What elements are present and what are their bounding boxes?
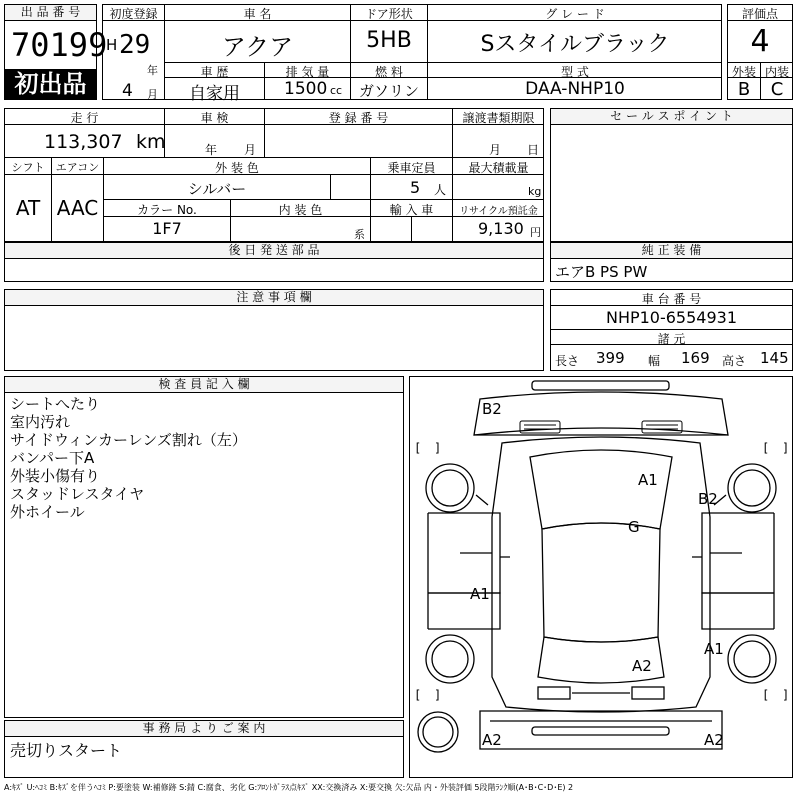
history-label: 車 歴 — [200, 65, 229, 79]
inspector-note: 室内汚れ — [10, 413, 71, 431]
capacity-label: 乗車定員 — [387, 161, 436, 175]
inspector-note: 外装小傷有り — [10, 467, 101, 485]
transfer-label: 譲渡書類期限 — [462, 111, 535, 125]
interior-value: C — [770, 79, 784, 100]
damage-mark: A1 — [470, 585, 490, 603]
svg-text:[: [ — [762, 441, 770, 455]
chassis-label: 車 台 番 号 — [641, 292, 702, 306]
int-color-unit: 系 — [354, 228, 365, 241]
fuel-value: ガソリン — [358, 82, 419, 100]
int-color-label: 内 装 色 — [278, 203, 323, 217]
max-load-label: 最大積載量 — [468, 161, 529, 175]
inspector-note: サイドウィンカーレンズ割れ（左） — [10, 431, 247, 449]
damage-mark: A1 — [638, 471, 658, 489]
svg-text:[: [ — [414, 688, 422, 702]
displacement-unit: cc — [330, 84, 343, 97]
damage-mark: A1 — [704, 640, 724, 658]
lot-number-box — [4, 4, 108, 100]
chassis-value: NHP10-6554931 — [605, 308, 738, 327]
width-label: 幅 — [648, 354, 661, 368]
transfer-month-unit: 月 — [489, 143, 502, 157]
interior-label: 内装 — [764, 65, 789, 79]
inspection-year-unit: 年 — [205, 143, 218, 157]
mileage-value: 113,307 — [44, 131, 123, 153]
svg-text:]: ] — [434, 441, 442, 455]
inspection-month-unit: 月 — [244, 143, 257, 157]
grade-value: Sスタイルブラック — [480, 32, 670, 57]
mileage-unit: km — [136, 131, 166, 153]
exterior-label: 外装 — [731, 65, 756, 79]
first-listing-badge: 初出品 — [5, 69, 96, 99]
shift-value: AT — [15, 196, 41, 220]
inspector-note: 外ホイール — [10, 503, 85, 521]
month-value: 4 — [122, 81, 133, 101]
inspector-notes — [10, 395, 247, 521]
damage-mark: B2 — [698, 490, 718, 508]
ext-color-value: シルバー — [187, 180, 247, 198]
later-parts-box — [4, 242, 544, 282]
office-box — [4, 720, 404, 778]
caution-label: 注 意 事 項 欄 — [5, 290, 543, 306]
inspector-note: スタッドレスタイヤ — [10, 485, 145, 503]
width-value: 169 — [681, 349, 710, 367]
shift-label: シフト — [11, 161, 45, 174]
door-value: 5HB — [366, 28, 412, 53]
recycle-value: 9,130 — [478, 219, 524, 238]
history-value: 自家用 — [189, 84, 240, 104]
model-value: DAA-NHP10 — [525, 79, 625, 99]
height-label: 高さ — [722, 354, 747, 368]
color-no-value: 1F7 — [152, 219, 182, 238]
inspector-label: 検 査 員 記 入 欄 — [5, 377, 403, 393]
svg-text:]: ] — [434, 688, 442, 702]
month-unit: 月 — [147, 88, 158, 101]
damage-mark: A2 — [632, 657, 652, 675]
year-value: 29 — [119, 30, 151, 60]
caution-box — [4, 289, 544, 371]
exterior-value: B — [737, 79, 751, 100]
damage-mark: G — [628, 518, 640, 536]
import-label: 輸 入 車 — [389, 203, 434, 217]
score-label: 評価点 — [741, 7, 778, 21]
car-name: アクア — [221, 33, 294, 61]
recycle-label: リサイクル預託金 — [459, 206, 538, 217]
capacity-unit: 人 — [434, 183, 447, 197]
equipment-label: 純 正 装 備 — [551, 243, 792, 259]
office-label: 事 務 局 よ り ご 案 内 — [5, 721, 403, 737]
lot-number: 70199 — [11, 26, 108, 64]
equipment-value: エアB PS PW — [555, 263, 648, 281]
transfer-day-unit: 日 — [527, 143, 540, 157]
grade-label: グ レ ー ド — [545, 7, 605, 21]
model-label: 型 式 — [561, 65, 589, 79]
capacity-value: 5 — [410, 178, 421, 197]
sales-points-label: セ ー ル ス ポ イ ン ト — [551, 109, 792, 125]
inspector-box — [4, 376, 404, 718]
damage-mark: A2 — [482, 731, 502, 749]
damage-mark: A2 — [704, 731, 724, 749]
office-message: 売切りスタート — [10, 741, 123, 760]
svg-text:]: ] — [782, 688, 790, 702]
aircon-value: AAC — [56, 196, 99, 220]
displacement-value: 1500 — [284, 79, 328, 99]
legend-text: A:ｷｽﾞ U:ﾍｺﾐ B:ｷｽﾞを伴うﾍｺﾐ P:要塗装 W:補修跡 S:錆 C:腐食、劣化 G:ﾌﾛﾝﾄｶﾞﾗｽ点ｷｽﾞ XX:交換済み X:要交換 欠:欠品 内・外装評価 5段階ﾗﾝｸ順(A･B･C･D･E) 2 — [4, 783, 574, 792]
equipment-box — [550, 242, 793, 282]
inspection-label: 車 検 — [200, 111, 229, 125]
aircon-label: エアコン — [55, 161, 100, 174]
max-load-unit: kg — [528, 185, 542, 198]
length-label: 長さ — [555, 354, 580, 368]
score-value: 4 — [750, 24, 770, 59]
inspector-note: シートへたり — [10, 395, 101, 413]
svg-text:[: [ — [414, 441, 422, 455]
height-value: 145 — [760, 349, 789, 367]
displacement-label: 排 気 量 — [285, 65, 330, 79]
spec-label: 諸 元 — [657, 332, 686, 346]
sales-points-box — [550, 108, 793, 242]
first-reg-label: 初度登録 — [109, 7, 158, 21]
damage-mark: B2 — [482, 400, 502, 418]
ext-color-label: 外 装 色 — [215, 161, 259, 175]
svg-text:[: [ — [762, 688, 770, 702]
door-label: ドア形状 — [365, 7, 413, 21]
registration-label: 登 録 番 号 — [328, 111, 389, 125]
fuel-label: 燃 料 — [375, 65, 403, 79]
year-unit: 年 — [147, 64, 158, 77]
car-name-label: 車 名 — [243, 7, 272, 21]
car-diagram — [410, 377, 792, 777]
era-letter: H — [106, 36, 118, 54]
recycle-unit: 円 — [530, 226, 541, 239]
svg-text:]: ] — [782, 441, 790, 455]
inspector-note: バンパー下A — [10, 449, 95, 467]
car-diagram-box — [409, 376, 793, 778]
mileage-label: 走 行 — [70, 111, 99, 125]
lot-number-label: 出 品 番 号 — [5, 5, 96, 21]
later-parts-label: 後 日 発 送 部 品 — [5, 243, 543, 259]
color-no-label: カラー No. — [137, 203, 197, 217]
length-value: 399 — [596, 349, 625, 367]
